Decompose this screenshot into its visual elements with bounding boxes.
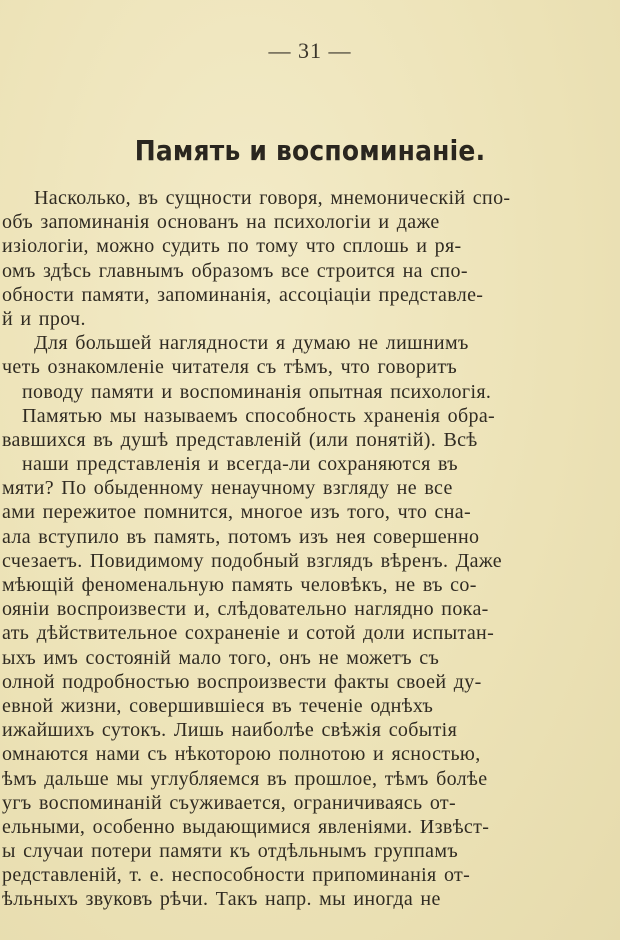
text-line: ала вступило въ память, потомъ изъ нея совершенно	[2, 525, 480, 548]
text-line: ижайшихъ сутокъ. Лишь наиболѣе свѣжія событія	[2, 719, 458, 742]
text-line: омъ здѣсь главнымъ образомъ все строится на спо-	[2, 259, 468, 282]
text-line: угъ воспоминаній съуживается, ограничиваясь от-	[2, 791, 457, 814]
text-line: наши представленія и всегда-ли сохраняются въ	[22, 453, 458, 476]
text-line: мѣющій феноменальную память человѣкъ, не въ со-	[2, 574, 477, 596]
text-line: олной подробностью воспроизвести факты своей ду-	[2, 670, 482, 693]
text-line: ѣльныхъ звуковъ рѣчи. Такъ напр. мы иногда не	[2, 888, 441, 911]
text-line: Для большей наглядности я думаю не лишнимъ	[34, 332, 469, 355]
page-number: — 31 —	[268, 38, 352, 63]
text-line: мяти? По обыденному ненаучному взгляду не все	[2, 477, 453, 500]
text-line: евной жизни, совершившіеся въ теченіе однѣхъ	[2, 694, 434, 717]
text-line: ы случаи потери памяти къ отдѣльнымъ группамъ	[2, 840, 459, 863]
body-text	[0, 186, 620, 912]
text-line: ояніи воспроизвести и, слѣдовательно наглядно пока-	[2, 598, 489, 621]
text-line: вавшихся въ душѣ представленій (или понятій). Всѣ	[2, 428, 478, 451]
text-line: изіологіи, можно судить по тому что сплошь и ря-	[2, 235, 462, 258]
text-line: четь ознакомленіе читателя съ тѣмъ, что говоритъ	[2, 356, 458, 379]
text-line: ыхъ имъ состояній мало того, онъ не можетъ съ	[2, 646, 440, 669]
text-line: Памятью мы называемъ способность храненія обра-	[22, 404, 496, 427]
text-line: ѣмъ дальше мы углубляемся въ прошлое, тѣмъ болѣе	[2, 767, 488, 790]
text-line: Насколько, въ сущности говоря, мнемоническій спо-	[34, 187, 511, 209]
text-line: й и проч.	[2, 307, 86, 330]
text-line: ать дѣйствительное сохраненіе и сотой доли испытан-	[2, 622, 495, 645]
chapter-title: Память и воспоминаніе.	[134, 134, 486, 167]
text-line: омнаются нами съ нѣкоторою полнотою и ясностью,	[2, 743, 481, 766]
text-line: счезаетъ. Повидимому подобный взглядъ вѣренъ. Даже	[2, 549, 503, 572]
text-line: объ запоминанія основанъ на психологіи и даже	[2, 211, 440, 234]
text-line: ами пережитое помнится, многое изъ того, что сна-	[2, 501, 472, 524]
text-line: ельными, особенно выдающимися явленіями. Извѣст-	[2, 815, 490, 838]
text-line: поводу памяти и воспоминанія опытная психологія.	[22, 380, 492, 403]
text-line: редставленій, т. е. неспособности припоминанія от-	[2, 864, 471, 887]
text-line: обности памяти, запоминанія, ассоціаціи представле-	[2, 283, 484, 306]
